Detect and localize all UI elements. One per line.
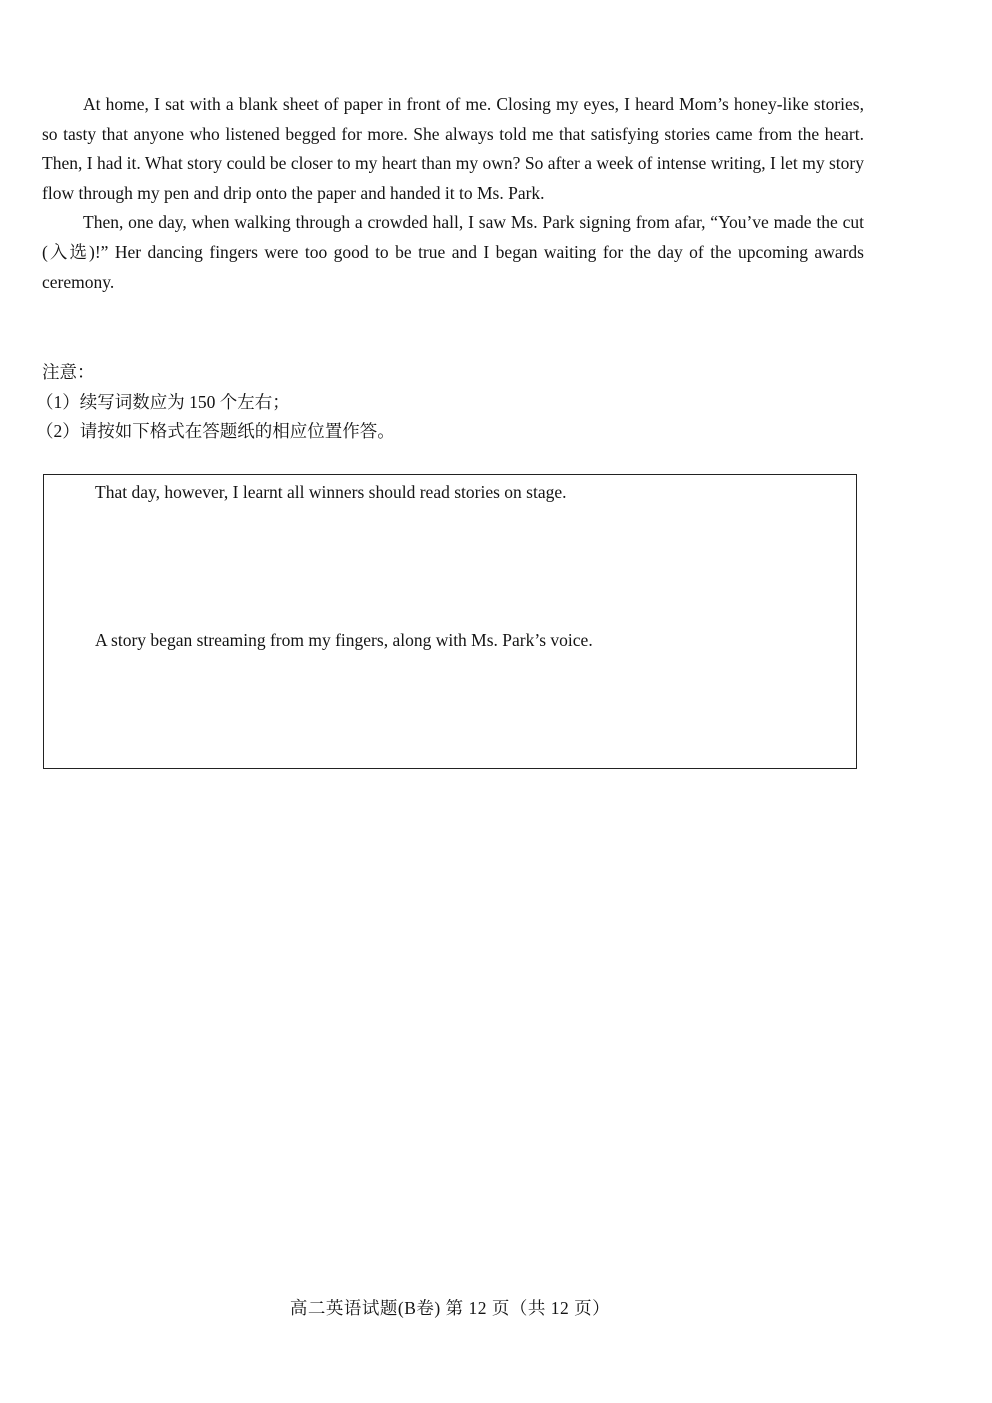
notes-item-word-count: （1）续写词数应为 150 个左右； [36,391,290,412]
answer-box [43,474,857,769]
passage-paragraph-2: Then, one day, when walking through a crowded hall, I saw Ms. Park signing from afar, “You’ve made the cut (入选)!” Her dancing fingers were too good to be true and I began waiting for the day of the upcoming awards ceremony. [42,212,864,292]
paragraph-prompt-1: That day, however, I learnt all winners should read stories on stage. [95,482,567,502]
notes-heading: 注意： [42,362,95,382]
passage-paragraph-1: At home, I sat with a blank sheet of paper in front of me. Closing my eyes, I heard Mom’s honey-like stories, so tasty that anyone who listened begged for more. She always told me that satisfying stories came from the heart. Then, I had it. What story could be closer to my heart than my own? So after a week of intense writing, I let my story flow through my pen and drip onto the paper and handed it to Ms. Park. [42,94,864,203]
notes-item-format: （2）请按如下格式在答题纸的相应位置作答。 [36,421,395,442]
instructions-notes [36,358,864,447]
paragraph-prompt-2: A story began streaming from my fingers, along with Ms. Park’s voice. [95,630,593,650]
reading-passage [42,90,864,297]
page-footer: 高二英语试题(B卷) 第 12 页（共 12 页） [289,1298,611,1318]
